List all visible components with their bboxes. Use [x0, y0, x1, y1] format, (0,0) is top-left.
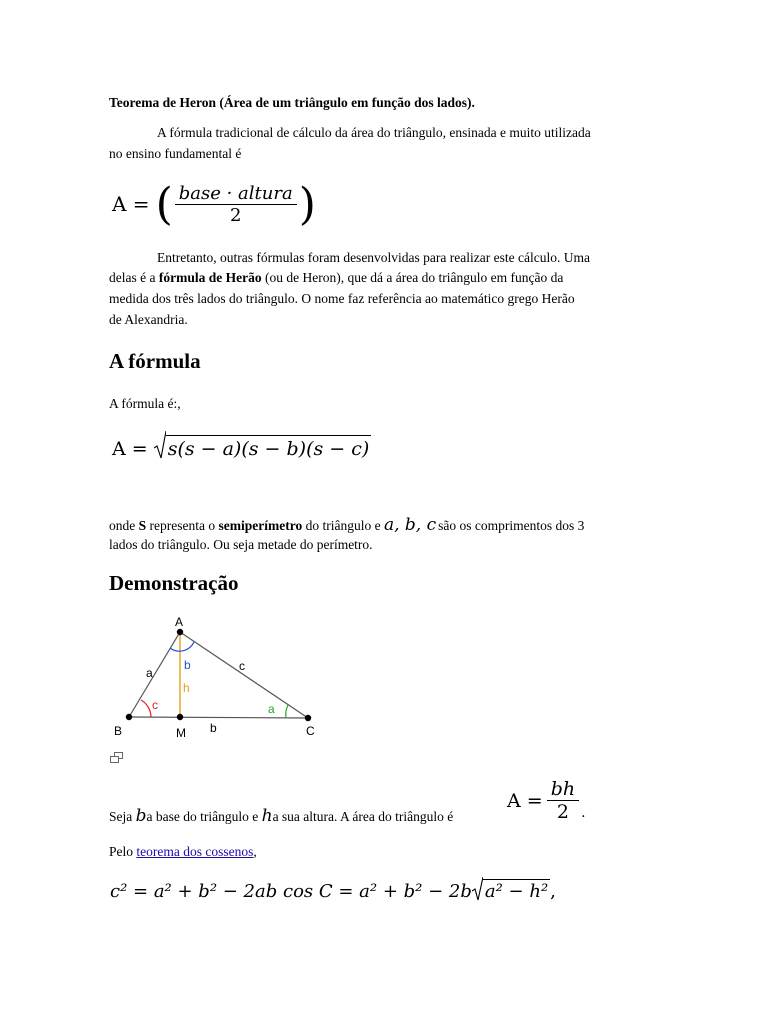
side-c-line: [180, 632, 308, 718]
para2-text-a: delas é a: [109, 270, 159, 285]
heading-formula: A fórmula: [109, 349, 201, 373]
para2-line-2: [109, 268, 563, 289]
formula3-radicand: a² − h²: [484, 881, 549, 902]
para4-line: [109, 806, 453, 828]
para5-text-b: ,: [253, 844, 257, 859]
label-side-b: b: [210, 721, 217, 735]
formula-intro: A fórmula é:,: [109, 396, 181, 411]
para4-var-h: h: [261, 806, 273, 826]
formula1-lhs: A =: [112, 192, 150, 216]
label-vertex-a: A: [175, 615, 184, 629]
formula-law-of-cosines: [110, 876, 556, 902]
formula1-paren-left: (: [155, 178, 173, 230]
side-b-line: [129, 717, 308, 718]
para4-var-b: b: [135, 806, 147, 826]
enlarge-icon[interactable]: [110, 752, 124, 764]
para3-text-c: do triângulo e: [302, 518, 384, 533]
label-vertex-c: C: [306, 724, 315, 738]
angle-a-arc: [286, 705, 288, 718]
triangle-diagram: [108, 614, 338, 744]
para3-line-2: lados do triângulo. Ou seja metade do perímetro.: [109, 537, 373, 552]
formula4-denominator: 2: [556, 801, 569, 823]
para2-line-1: Entretanto, outras fórmulas foram desenvolvidas para realizar este cálculo. Uma: [157, 250, 590, 265]
label-side-c: c: [239, 659, 245, 673]
para4-text-c: a sua altura. A área do triângulo é: [272, 809, 454, 824]
formula2-radicand: s(s − a)(s − b)(s − c): [166, 435, 372, 460]
formula-basic-area: [112, 176, 316, 232]
formula4-lhs: A =: [507, 789, 543, 812]
para2-line-4: de Alexandria.: [109, 312, 188, 327]
formula2-lhs: A =: [112, 438, 148, 460]
formula3-main: c² = a² + b² − 2ab cos C = a² + b² − 2b: [110, 881, 472, 902]
para3-line-1: [109, 515, 584, 537]
label-vertex-m: M: [176, 726, 186, 740]
vertex-a-dot: [177, 629, 183, 635]
label-side-a: a: [146, 666, 153, 680]
vertex-c-dot: [305, 715, 311, 721]
label-angle-a: a: [268, 702, 275, 716]
para5-line: [109, 842, 257, 863]
vertex-m-dot: [177, 714, 183, 720]
label-height-h: h: [183, 681, 190, 695]
law-of-cosines-link[interactable]: teorema dos cossenos: [136, 844, 254, 859]
formula4-numerator: bh: [547, 778, 579, 801]
formula-area-bh: [507, 778, 586, 823]
para4-text-b: a base do triângulo e: [146, 809, 262, 824]
para2-text-b: (ou de Heron), que dá a área do triângulo em função da: [261, 270, 564, 285]
para3-vars: a, b, c: [383, 515, 437, 535]
para5-text-a: Pelo: [109, 844, 137, 859]
para3-text-a: onde: [109, 518, 139, 533]
heading-demonstration: Demonstração: [109, 571, 239, 595]
para3-text-b: representa o: [146, 518, 219, 533]
formula1-numerator: base · altura: [175, 183, 297, 205]
formula4-period: .: [581, 805, 586, 821]
para2-line-3: medida dos três lados do triângulo. O nome faz referência ao matemático grego Herão: [109, 291, 575, 306]
formula1-paren-right: ): [298, 178, 316, 230]
para3-text-d: são os comprimentos dos 3: [438, 518, 585, 533]
formula3-comma: ,: [550, 881, 556, 902]
label-angle-c: c: [152, 698, 158, 712]
formula1-fraction: [175, 183, 297, 226]
label-angle-b: b: [184, 658, 191, 672]
para3-bold-s: S: [138, 518, 147, 533]
para4-text-a: Seja: [109, 809, 136, 824]
intro-line-1: A fórmula tradicional de cálculo da área do triângulo, ensinada e muito utilizada: [157, 125, 591, 140]
formula-heron: [112, 430, 371, 460]
formula1-denominator: 2: [229, 204, 242, 226]
formula4-fraction: [547, 778, 579, 823]
para2-bold-heron: fórmula de Herão: [158, 270, 262, 285]
sqrt-sign-icon-2: [472, 876, 483, 902]
page-title: Teorema de Heron (Área de um triângulo em função dos lados).: [109, 95, 475, 110]
intro-line-2: no ensino fundamental é: [109, 146, 242, 161]
para3-bold-semiperimetro: semiperímetro: [218, 518, 303, 533]
vertex-b-dot: [126, 714, 132, 720]
angle-c-arc: [141, 700, 151, 717]
label-vertex-b: B: [114, 724, 123, 738]
sqrt-sign-icon: [154, 430, 166, 460]
